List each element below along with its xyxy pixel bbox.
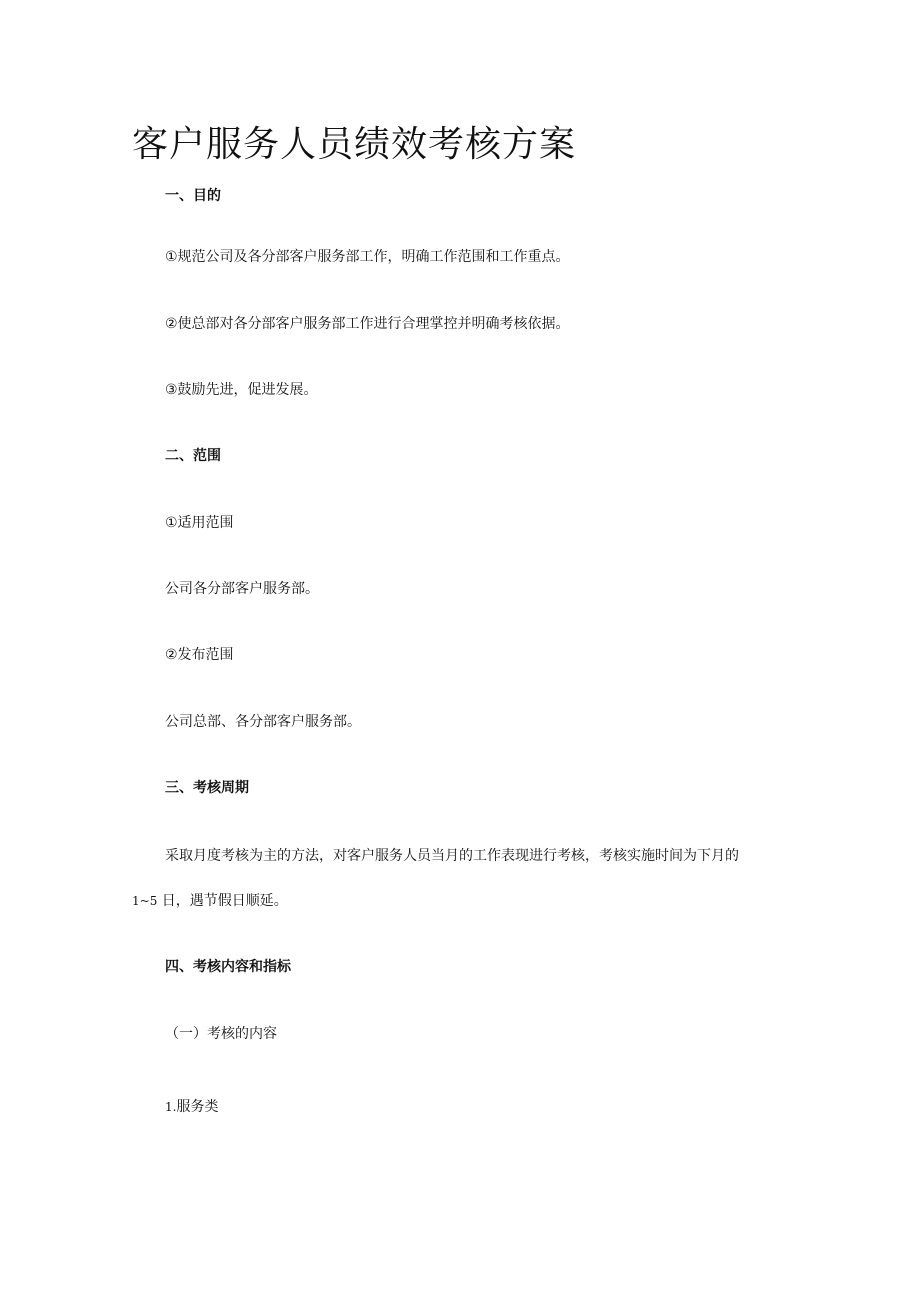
section-4-sub-heading: （一）考核的内容 bbox=[165, 1026, 277, 1042]
document-title: 客户服务人员绩效考核方案 bbox=[132, 124, 577, 165]
section-1-heading: 一、目的 bbox=[165, 188, 221, 204]
purpose-item-3: ③鼓励先进，促进发展。 bbox=[165, 382, 318, 398]
scope-applicable-text: 公司各分部客户服务部。 bbox=[165, 581, 319, 597]
cycle-days-range: 1~5 bbox=[132, 894, 158, 908]
content-item-1-text: 服务类 bbox=[176, 1099, 219, 1115]
purpose-item-2: ②使总部对各分部客户服务部工作进行合理掌控并明确考核依据。 bbox=[165, 316, 570, 332]
content-item-1 bbox=[165, 1097, 218, 1117]
scope-release-text: 公司总部、各分部客户服务部。 bbox=[165, 714, 361, 730]
scope-applicable-label: ①适用范围 bbox=[165, 515, 234, 531]
section-3-heading: 三、考核周期 bbox=[165, 780, 249, 796]
scope-release-label: ②发布范围 bbox=[165, 647, 234, 663]
cycle-text-line-2 bbox=[132, 891, 288, 911]
purpose-item-1: ①规范公司及各分部客户服务部工作，明确工作范围和工作重点。 bbox=[165, 249, 570, 265]
cycle-text-line-1: 采取月度考核为主的方法，对客户服务人员当月的工作表现进行考核，考核实施时间为下月的 bbox=[165, 848, 739, 864]
content-item-1-number: 1. bbox=[165, 1100, 177, 1114]
cycle-text-line-2-rest: 日，遇节假日顺延。 bbox=[161, 893, 288, 909]
section-4-heading: 四、考核内容和指标 bbox=[165, 959, 291, 975]
section-2-heading: 二、范围 bbox=[165, 448, 221, 464]
